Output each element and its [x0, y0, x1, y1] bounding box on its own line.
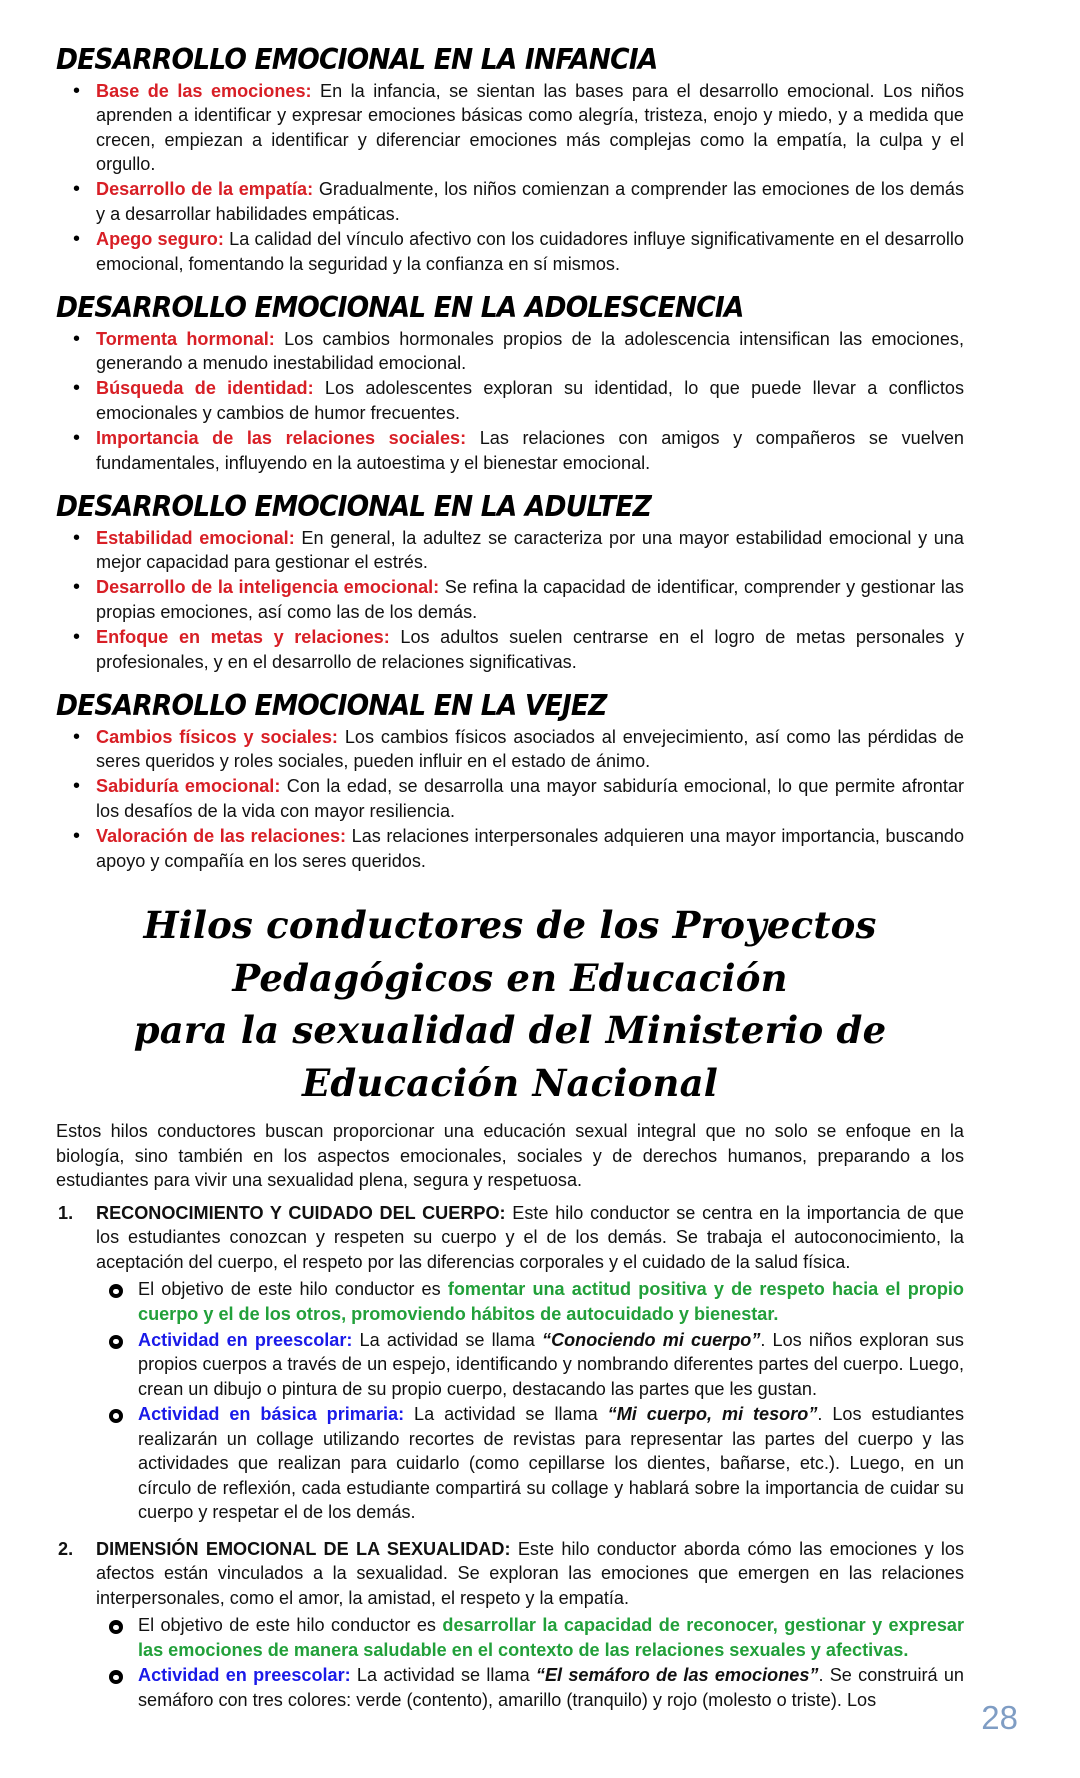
term-label: Estabilidad emocional:: [96, 527, 295, 548]
objective-prefix: El objetivo de este hilo conductor es: [138, 1279, 448, 1300]
page-number: 28: [981, 1699, 1018, 1736]
activity-title: “Mi cuerpo, mi tesoro”: [607, 1404, 818, 1425]
list-item: [56, 625, 964, 674]
hilo-body: Este hilo conductor aborda cómo las emociones y los afectos están vinculados a la sexualidad. Se exploran las emociones que emergen en las relaciones interpersonales, como el amor, la amistad, el respeto y la empatía.: [96, 1538, 964, 1608]
hilo-item-2: [56, 1537, 964, 1713]
script-title: [56, 899, 964, 1109]
script-title-line1: Hilos conductores de los Proyectos Pedagógicos en Educación: [143, 903, 877, 1000]
term-label: Importancia de las relaciones sociales:: [96, 428, 467, 448]
list-item: [56, 774, 964, 823]
ring-bullet-icon: [109, 1335, 123, 1349]
term-label: Tormenta hormonal:: [96, 328, 275, 349]
objective-prefix: El objetivo de este hilo conductor es: [138, 1615, 443, 1636]
term-label: Apego seguro:: [96, 229, 224, 249]
hilo-title: RECONOCIMIENTO Y CUIDADO DEL CUERPO:: [96, 1202, 506, 1223]
term-label: Búsqueda de identidad:: [96, 378, 314, 399]
list-item: [96, 1402, 964, 1525]
section-heading-infancia: DESARROLLO EMOCIONAL EN LA INFANCIA: [56, 43, 658, 76]
ring-bullet-icon: [109, 1670, 123, 1684]
hilos-list: [56, 1201, 964, 1713]
list-item: [56, 725, 964, 774]
list-item: [56, 177, 964, 226]
term-label: Sabiduría emocional:: [96, 776, 281, 797]
term-text: Gradualmente, los niños comienzan a comprender las emociones de los demás y a desarrollar habilidades empáticas.: [96, 179, 964, 224]
bullet-list-vejez: [56, 725, 964, 873]
ring-bullet-icon: [109, 1620, 123, 1634]
list-item: [56, 227, 964, 276]
term-text: La calidad del vínculo afectivo con los cuidadores influye significativamente en el desarrollo emocional, fomentando la seguridad y la confianza en sí mismos.: [96, 229, 964, 274]
section-heading-adolescencia: DESARROLLO EMOCIONAL EN LA ADOLESCENCIA: [56, 291, 744, 325]
term-text: Con la edad, se desarrolla una mayor sabiduría emocional, lo que permite afrontar los desafíos de la vida con mayor resiliencia.: [96, 776, 964, 821]
hilo-1-subitems: [96, 1277, 964, 1524]
term-text: Los adultos suelen centrarse en el logro de metas personales y profesionales, y en el desarrollo de relaciones significativas.: [96, 627, 964, 672]
list-item: [56, 327, 964, 376]
activity-title: “El semáforo de las emociones”: [535, 1665, 819, 1686]
term-text: Se refina la capacidad de identificar, comprender y gestionar las propias emociones, así como las de los demás.: [96, 577, 964, 622]
list-item: [56, 824, 964, 873]
bullet-list-adolescencia: [56, 327, 964, 475]
term-label: Cambios físicos y sociales:: [96, 726, 338, 747]
activity-suffix: . Se construirá un semáforo con tres colores: verde (contento), amarillo (tranquilo) y rojo (molesto o triste). Los: [138, 1665, 964, 1710]
term-label: Desarrollo de la inteligencia emocional:: [96, 577, 440, 598]
bullet-list-adultez: [56, 526, 964, 674]
term-label: Enfoque en metas y relaciones:: [96, 627, 390, 647]
term-text: Las relaciones interpersonales adquieren una mayor importancia, buscando apoyo y compañía en los seres queridos.: [96, 826, 965, 871]
activity-label: Actividad en preescolar:: [138, 1665, 351, 1686]
term-text: En la infancia, se sientan las bases para el desarrollo emocional. Los niños aprenden a identificar y expresar emociones básicas como alegría, tristeza, enojo y miedo, y a medida que crecen, empiezan a identificar y diferenciar emociones más complejas como la empatía, la culpa y el orgullo.: [96, 80, 964, 175]
term-label: Base de las emociones:: [96, 80, 312, 101]
activity-label: Actividad en preescolar:: [138, 1329, 353, 1350]
term-text: Los adolescentes exploran su identidad, lo que puede llevar a conflictos emocionales y cambios de humor frecuentes.: [96, 378, 964, 423]
hilo-2-subitems: [96, 1613, 964, 1712]
list-item: [56, 79, 964, 177]
hilo-body: Este hilo conductor se centra en la importancia de que los estudiantes conozcan y respeten su cuerpo y el de los demás. Se trabaja el autoconocimiento, la aceptación del cuerpo, el respeto por las diferencias corporales y el cuidado de la salud física.: [96, 1202, 964, 1272]
hilo-title: DIMENSIÓN EMOCIONAL DE LA SEXUALIDAD:: [96, 1538, 511, 1559]
list-item: [96, 1663, 964, 1712]
list-item: [56, 575, 964, 624]
section-heading-vejez: DESARROLLO EMOCIONAL EN LA VEJEZ: [56, 689, 607, 723]
activity-mid: La actividad se llama: [350, 1665, 536, 1686]
objective-highlight: fomentar una actitud positiva y de respeto hacia el propio cuerpo y el de los otros, promoviendo hábitos de autocuidado y bienestar.: [138, 1279, 964, 1324]
term-text: Los cambios hormonales propios de la adolescencia intensifican las emociones, generando a menudo inestabilidad emocional.: [96, 328, 964, 374]
list-item: [96, 1277, 964, 1326]
list-item: [56, 526, 964, 575]
script-title-line2: para la sexualidad del Ministerio de Educación Nacional: [133, 1008, 887, 1105]
activity-mid: La actividad se llama: [404, 1404, 608, 1425]
activity-suffix: . Los niños exploran sus propios cuerpos a través de un espejo, identificando y nombrando diferentes partes del cuerpo. Luego, crean un dibujo o pintura de su propio cuerpo, destacando las partes que les gustan.: [138, 1329, 964, 1399]
objective-highlight: desarrollar la capacidad de reconocer, gestionar y expresar las emociones de manera saludable en el contexto de las relaciones sexuales y afectivas.: [138, 1615, 964, 1660]
activity-label: Actividad en básica primaria:: [138, 1404, 405, 1425]
ring-bullet-icon: [109, 1284, 123, 1298]
ring-bullet-icon: [109, 1409, 123, 1423]
term-text: Los cambios físicos asociados al envejecimiento, así como las pérdidas de seres queridos y roles sociales, pueden influir en el estado de ánimo.: [96, 726, 964, 772]
activity-title: “Conociendo mi cuerpo”: [542, 1329, 761, 1350]
term-text: Las relaciones con amigos y compañeros se vuelven fundamentales, influyendo en la autoestima y el bienestar emocional.: [96, 428, 964, 473]
bullet-list-infancia: [56, 79, 964, 276]
list-item: [96, 1613, 964, 1662]
term-label: Desarrollo de la empatía:: [96, 179, 314, 200]
hilo-item-1: [56, 1201, 964, 1525]
activity-suffix: . Los estudiantes realizarán un collage utilizando recortes de revistas para representar las partes del cuerpo y las actividades que realizan para cuidarlo (como cepillarse los dientes, bañarse, etc.). Luego, en un círculo de reflexión, cada estudiante compartirá su collage y hablará sobre la importancia de cuidar su cuerpo y respetar el de los demás.: [138, 1404, 964, 1523]
page-content: [56, 44, 964, 1724]
list-item: [56, 376, 964, 425]
activity-mid: La actividad se llama: [352, 1329, 543, 1350]
term-label: Valoración de las relaciones:: [96, 826, 347, 846]
list-item: [96, 1328, 964, 1402]
list-item: [56, 426, 964, 475]
intro-paragraph: Estos hilos conductores buscan proporcionar una educación sexual integral que no solo se enfoque en la biología, sino también en los aspectos emocionales, sociales y de derechos humanos, preparando a los estudiantes para vivir una sexualidad plena, segura y respetuosa.: [56, 1121, 964, 1191]
section-heading-adultez: DESARROLLO EMOCIONAL EN LA ADULTEZ: [56, 490, 651, 524]
term-text: En general, la adultez se caracteriza por una mayor estabilidad emocional y una mejor capacidad para gestionar el estrés.: [96, 527, 964, 573]
